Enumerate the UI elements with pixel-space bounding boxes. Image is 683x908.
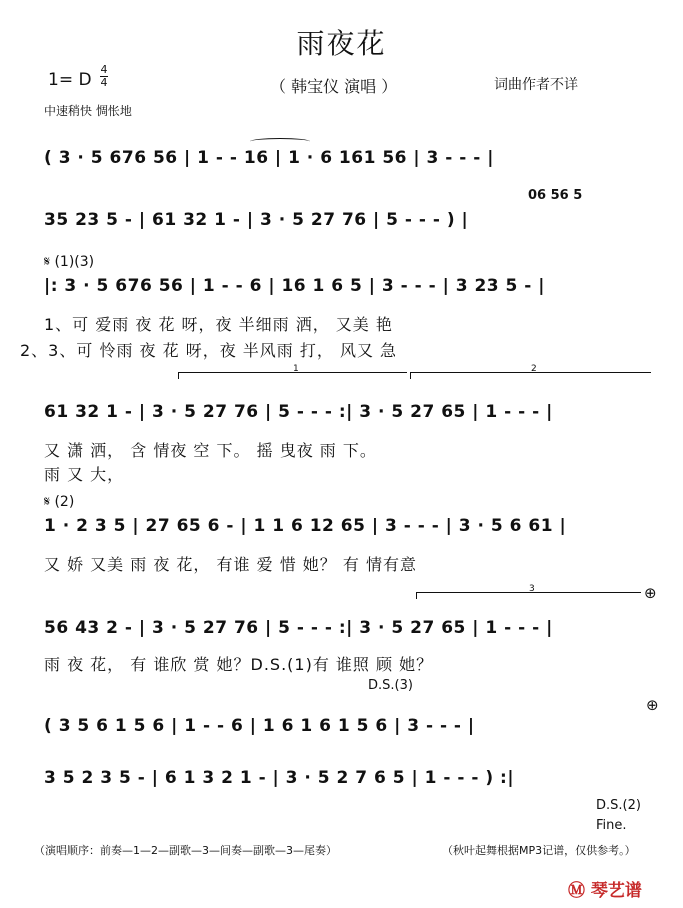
- lyric-row-6: 雨 夜 花， 有 谁欣 赏 她？D.S.(1)有 谁照 顾 她？: [44, 655, 434, 674]
- lyric-verse-1: 1、可 爱雨 夜 花 呀，夜 半细雨 洒， 又美 艳: [44, 315, 393, 334]
- slur: [250, 138, 310, 145]
- volta-second-ending: [410, 364, 651, 379]
- meter-top: 4: [100, 63, 108, 76]
- fine-marker: Fine.: [596, 818, 627, 833]
- singer-credit: （ 韩宝仪 演唱 ）: [270, 77, 398, 96]
- key-signature: 1= D: [48, 70, 92, 90]
- coda-icon: ⊕: [644, 584, 657, 602]
- score-row-2: 35 23 5 - | 61 32 1 - | 3 · 5 27 76 | 5 - - - ) |: [44, 210, 469, 230]
- page-title: 雨夜花: [296, 27, 387, 60]
- score-row-6: 56 43 2 - | 3 · 5 27 76 | 5 - - - :| 3 · 5 27 65 | 1 - - - |: [44, 618, 553, 638]
- lyric-row-4a: 又 潇 洒， 含 情夜 空 下。 摇 曳夜 雨 下。: [44, 441, 377, 460]
- ds2-marker: D.S.(2): [596, 798, 641, 813]
- meter-bottom: 4: [100, 76, 108, 89]
- volta-first-ending: [178, 364, 407, 379]
- lyric-row-4b: 雨 又 大，: [44, 465, 125, 484]
- volta-third-ending: [416, 584, 641, 599]
- lyric-verse-2-3: 2、3、可 怜雨 夜 花 呀，夜 半风雨 打， 风又 急: [20, 341, 398, 360]
- lyric-row-5: 又 娇 又美 雨 夜 花， 有谁 爱 惜 她？ 有 情有意: [44, 555, 417, 574]
- coda-icon: ⊕: [646, 696, 659, 714]
- segno-mark-2: 𝄋 (2): [44, 494, 75, 510]
- score-row-1: ( 3 · 5 676 56 | 1 - - 16 | 1 · 6 161 56 | 3 - - - |: [44, 148, 494, 168]
- score-row-4: 61 32 1 - | 3 · 5 27 76 | 5 - - - :| 3 · 5 27 65 | 1 - - - |: [44, 402, 553, 422]
- segno-mark-1: 𝄋 (1)(3): [44, 254, 95, 270]
- performance-order: （演唱顺序：前奏—1—2—副歌—3—间奏—副歌—3—尾奏）: [34, 844, 337, 857]
- logo-icon: Ⓜ: [568, 881, 585, 901]
- transcription-note: （秋叶起舞根据MP3记谱，仅供参考。）: [442, 844, 636, 857]
- volta-number: 3: [529, 584, 535, 594]
- logo-text: 琴艺谱: [590, 881, 642, 901]
- interlude-notes: 06 56 5: [528, 188, 583, 203]
- score-row-8: 3 5 2 3 5 - | 6 1 3 2 1 - | 3 · 5 2 7 6 5 | 1 - - - ) :|: [44, 768, 515, 788]
- tempo-marking: 中速稍快 惆怅地: [44, 104, 132, 118]
- site-logo: [568, 876, 642, 901]
- score-row-5: 1 · 2 3 5 | 27 65 6 - | 1 1 6 12 65 | 3 - - - | 3 · 5 6 61 |: [44, 516, 567, 536]
- volta-number: 1: [293, 364, 299, 374]
- score-row-3: |: 3 · 5 676 56 | 1 - - 6 | 16 1 6 5 | 3 - - - | 3 23 5 - |: [44, 276, 545, 296]
- score-row-7: ( 3 5 6 1 5 6 | 1 - - 6 | 1 6 1 6 1 5 6 | 3 - - - |: [44, 716, 475, 736]
- volta-number: 2: [531, 364, 537, 374]
- time-signature: [100, 64, 108, 89]
- ds3-marker: D.S.(3): [368, 678, 413, 693]
- composer-credit: 词曲作者不详: [494, 77, 578, 93]
